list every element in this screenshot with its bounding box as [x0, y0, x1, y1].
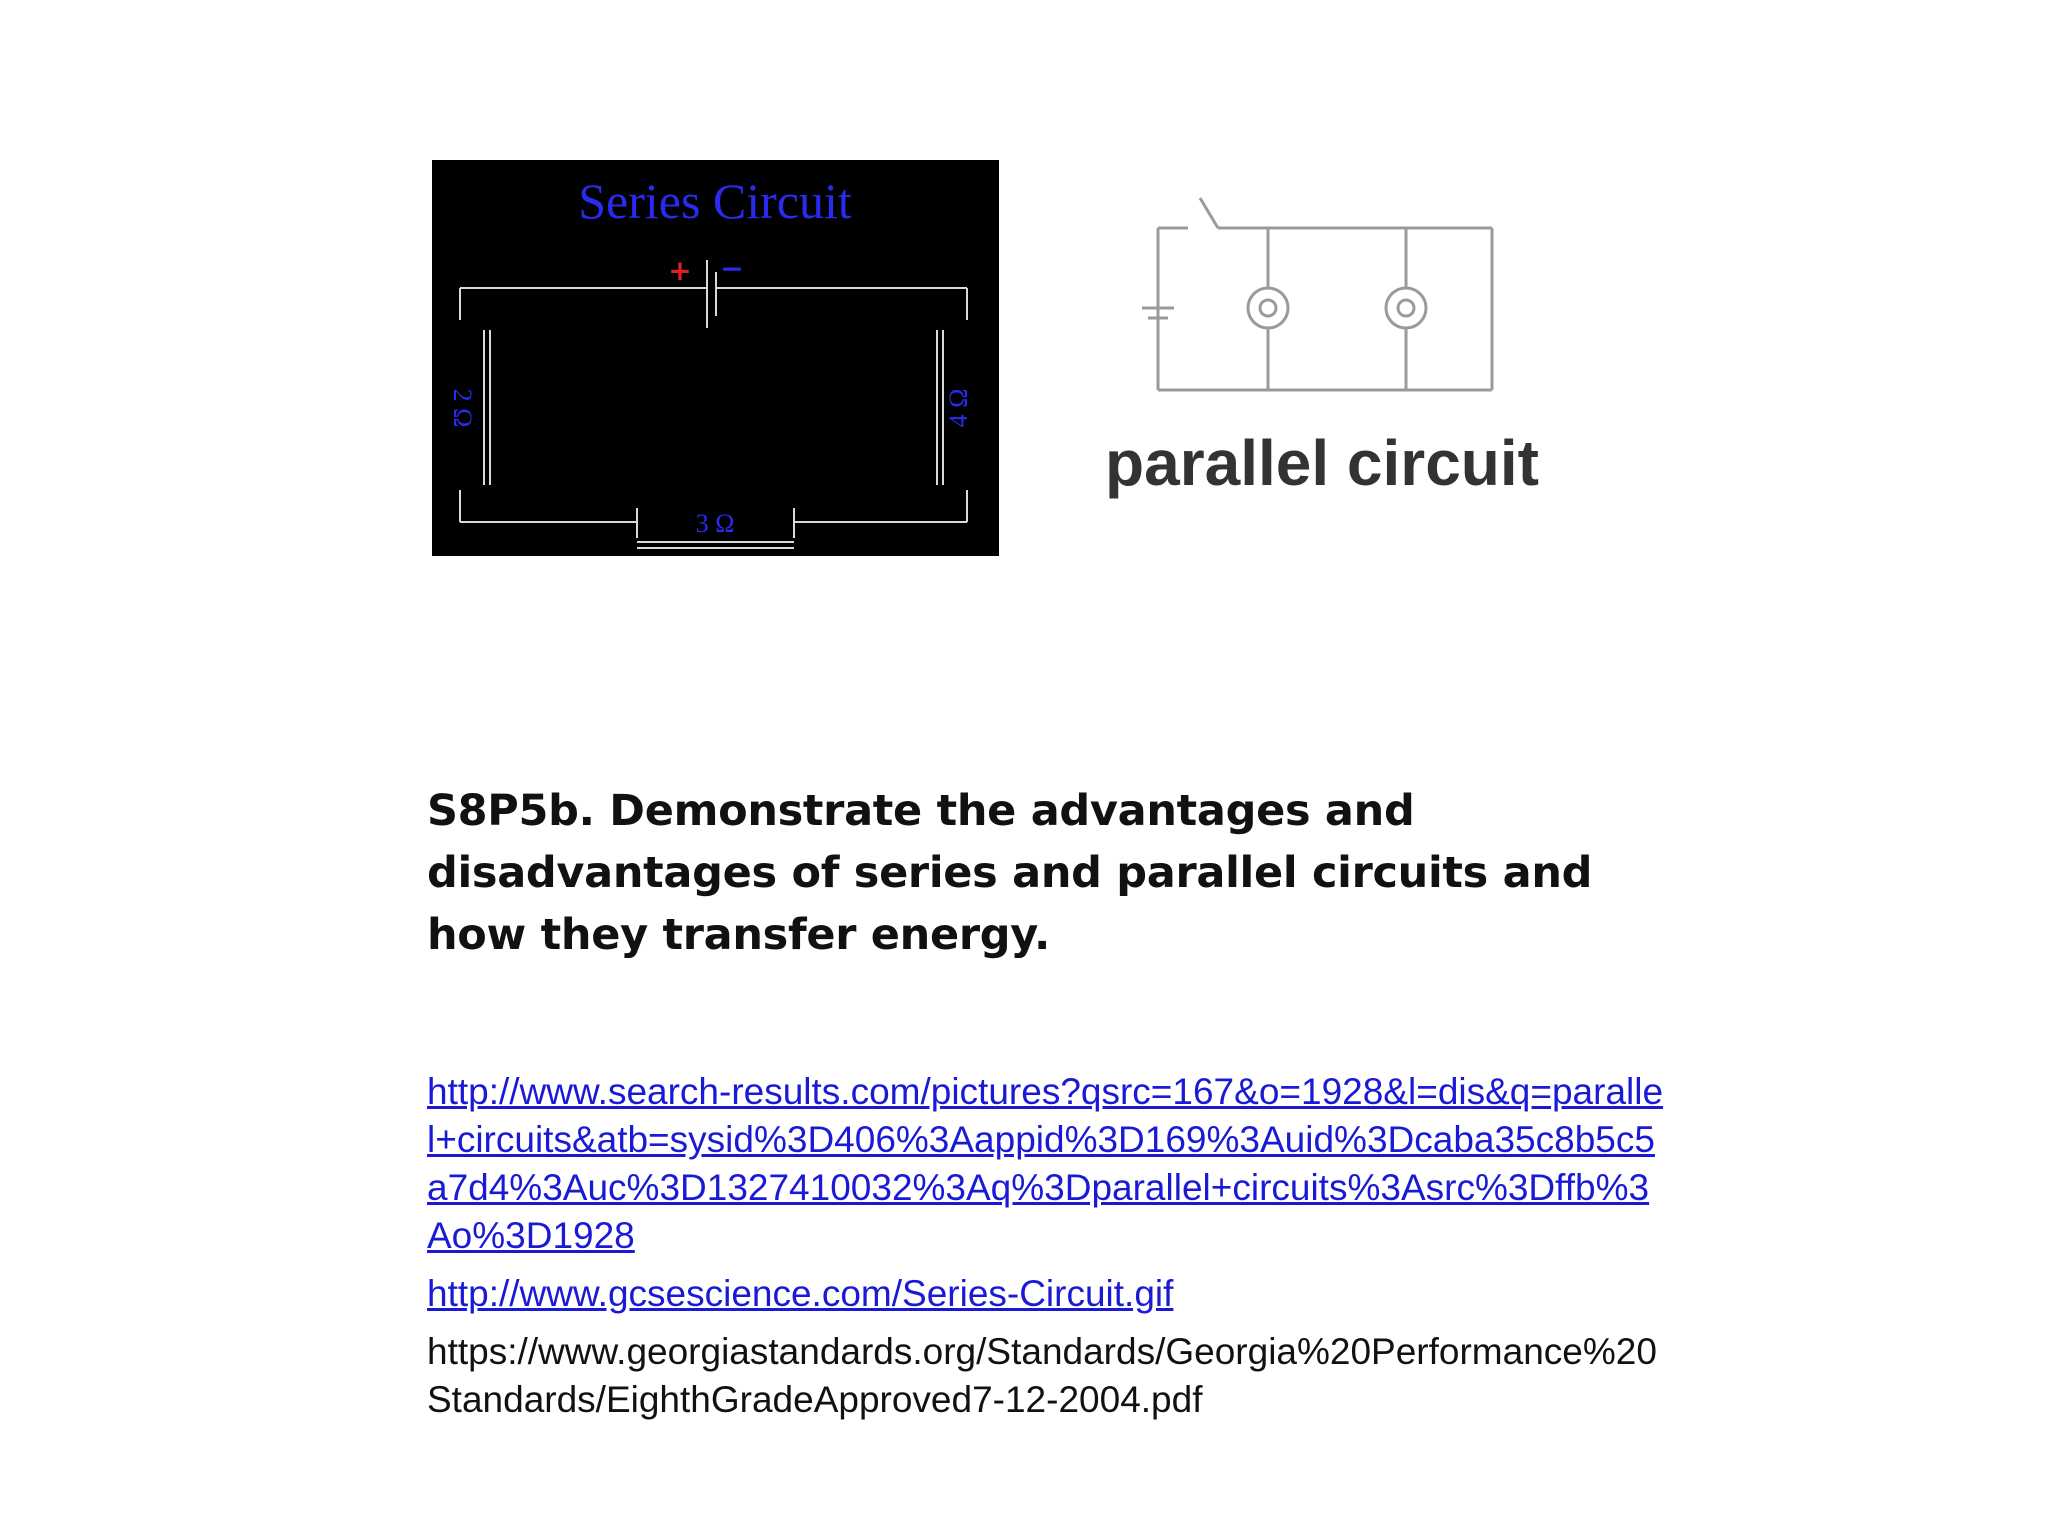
- circuit-wires: [460, 288, 967, 522]
- parallel-circuit-caption: parallel circuit: [1105, 427, 1539, 499]
- parallel-circuit-image: [1100, 190, 1570, 510]
- resistor-right-label: 4 Ω: [944, 388, 973, 428]
- references-list: [427, 1068, 1667, 1434]
- battery-symbol: [707, 260, 716, 328]
- resistor-right: [937, 330, 943, 485]
- lamp-icon-2: [1386, 288, 1426, 328]
- reference-item-1: [427, 1068, 1667, 1260]
- parallel-circuit-diagram: [1100, 190, 1570, 510]
- standard-heading: S8P5b. Demonstrate the advantages and disadvantages of series and parallel circuits and how they transfer energy.: [427, 786, 1593, 960]
- reference-link-gcsescience[interactable]: http://www.gcsescience.com/Series-Circuit.gif: [427, 1273, 1174, 1314]
- series-circuit-image: [432, 160, 999, 556]
- resistor-left-label: 2 Ω: [448, 388, 477, 428]
- parallel-circuit-wires: [1158, 228, 1492, 390]
- battery-plus-sign: +: [668, 254, 692, 287]
- switch-symbol: [1200, 198, 1218, 228]
- reference-link-search-results[interactable]: http://www.search-results.com/pictures?qsrc=167&o=1928&l=dis&q=parallel+circuits&atb=sysid%3D406%3Aappid%3D169%3Auid%3Dcaba35c8b5c5a7d4%3Auc%3D1327410032%3Aq%3Dparallel+circuits%3Asrc%3Dffb%3Ao%3D1928: [427, 1071, 1664, 1256]
- series-circuit-title: Series Circuit: [578, 173, 852, 229]
- series-circuit-diagram: [432, 160, 999, 556]
- battery-minus-sign: −: [720, 252, 744, 285]
- resistor-bottom-label: 3 Ω: [695, 509, 735, 538]
- reference-item-2: [427, 1270, 1667, 1318]
- reference-item-3: https://www.georgiastandards.org/Standards/Georgia%20Performance%20Standards/EighthGradeApproved7-12-2004.pdf: [427, 1331, 1657, 1420]
- resistor-left: [484, 330, 490, 485]
- lamp-icon-1: [1248, 288, 1288, 328]
